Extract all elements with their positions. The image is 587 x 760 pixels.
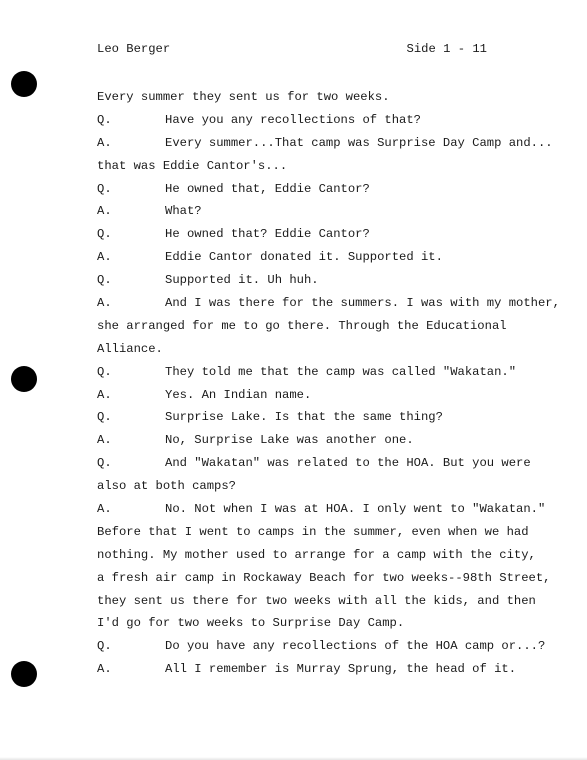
line-text: He owned that? Eddie Cantor? — [165, 227, 370, 242]
transcript-line — [97, 135, 553, 158]
line-text: And I was there for the summers. I was with my mother, — [165, 296, 560, 311]
line-text: All I remember is Murray Sprung, the head of it. — [165, 662, 517, 677]
line-text: I'd go for two weeks to Surprise Day Camp. — [97, 616, 405, 631]
speaker-label: Q. — [97, 639, 112, 654]
transcript-line — [97, 638, 547, 661]
transcript-line — [97, 318, 547, 341]
transcript-line — [97, 615, 547, 638]
line-text: a fresh air camp in Rockaway Beach for two weeks--98th Street, — [97, 570, 551, 585]
punch-hole-bottom — [11, 661, 37, 687]
transcript-line — [97, 364, 547, 387]
line-text: Yes. An Indian name. — [165, 387, 312, 402]
transcript-body — [97, 89, 560, 684]
line-text: Have you any recollections of that? — [165, 112, 421, 127]
transcript-line — [97, 455, 547, 478]
speaker-label: Q. — [97, 364, 112, 379]
page-header — [97, 42, 487, 58]
transcript-line — [97, 89, 547, 112]
line-text: Every summer they sent us for two weeks. — [97, 90, 390, 104]
speaker-label: A. — [97, 502, 112, 517]
transcript-line — [97, 181, 547, 204]
transcript-line — [97, 341, 547, 364]
transcript-line — [97, 661, 547, 684]
line-text: Surprise Lake. Is that the same thing? — [165, 410, 443, 425]
transcript-line — [97, 249, 547, 272]
transcript-line — [97, 501, 547, 524]
speaker-label: Q. — [97, 181, 112, 196]
speaker-label: A. — [97, 204, 112, 219]
transcript-line — [97, 112, 547, 135]
line-text: Eddie Cantor donated it. Supported it. — [165, 250, 443, 265]
speaker-label: Q. — [97, 456, 112, 471]
transcript-line — [97, 478, 547, 501]
speaker-label: A. — [97, 296, 112, 311]
line-text: nothing. My mother used to arrange for a camp with the city, — [97, 547, 536, 562]
interviewee-name: Leo Berger — [97, 42, 171, 56]
speaker-label: Q. — [97, 112, 112, 127]
line-text: she arranged for me to go there. Through the Educational — [97, 318, 507, 333]
speaker-label: A. — [97, 250, 112, 265]
line-text: He owned that, Eddie Cantor? — [165, 181, 370, 196]
transcript-line — [97, 570, 551, 593]
transcript-line — [97, 295, 560, 318]
page-number: Side 1 - 11 — [406, 42, 487, 56]
line-text: Alliance. — [97, 341, 163, 356]
line-text: No, Surprise Lake was another one. — [165, 433, 414, 448]
line-text: also at both camps? — [97, 479, 236, 494]
line-text: What? — [165, 204, 202, 219]
transcript-line — [97, 272, 547, 295]
speaker-label: Q. — [97, 227, 112, 242]
transcript-line — [97, 226, 547, 249]
transcript-line — [97, 203, 547, 226]
transcript-line — [97, 432, 547, 455]
line-text: Do you have any recollections of the HOA camp or...? — [165, 639, 546, 654]
speaker-label: A. — [97, 135, 112, 150]
line-text: No. Not when I was at HOA. I only went to "Wakatan." — [165, 502, 546, 517]
speaker-label: Q. — [97, 410, 112, 425]
speaker-label: Q. — [97, 273, 112, 288]
transcript-line — [97, 387, 547, 410]
punch-hole-top — [11, 71, 37, 97]
speaker-label: A. — [97, 387, 112, 402]
line-text: they sent us there for two weeks with all the kids, and then — [97, 593, 536, 608]
transcript-line — [97, 158, 547, 181]
line-text: that was Eddie Cantor's... — [97, 158, 288, 173]
line-text: Supported it. Uh huh. — [165, 273, 319, 288]
transcript-line — [97, 593, 547, 616]
speaker-label: A. — [97, 433, 112, 448]
line-text: Before that I went to camps in the summer, even when we had — [97, 524, 529, 539]
speaker-label: A. — [97, 662, 112, 677]
line-text: Every summer...That camp was Surprise Day Camp and... — [165, 135, 553, 150]
punch-hole-middle — [11, 366, 37, 392]
transcript-line — [97, 409, 547, 432]
line-text: They told me that the camp was called "Wakatan." — [165, 364, 517, 379]
transcript-line — [97, 524, 547, 547]
line-text: And "Wakatan" was related to the HOA. But you were — [165, 456, 531, 471]
transcript-line — [97, 547, 547, 570]
